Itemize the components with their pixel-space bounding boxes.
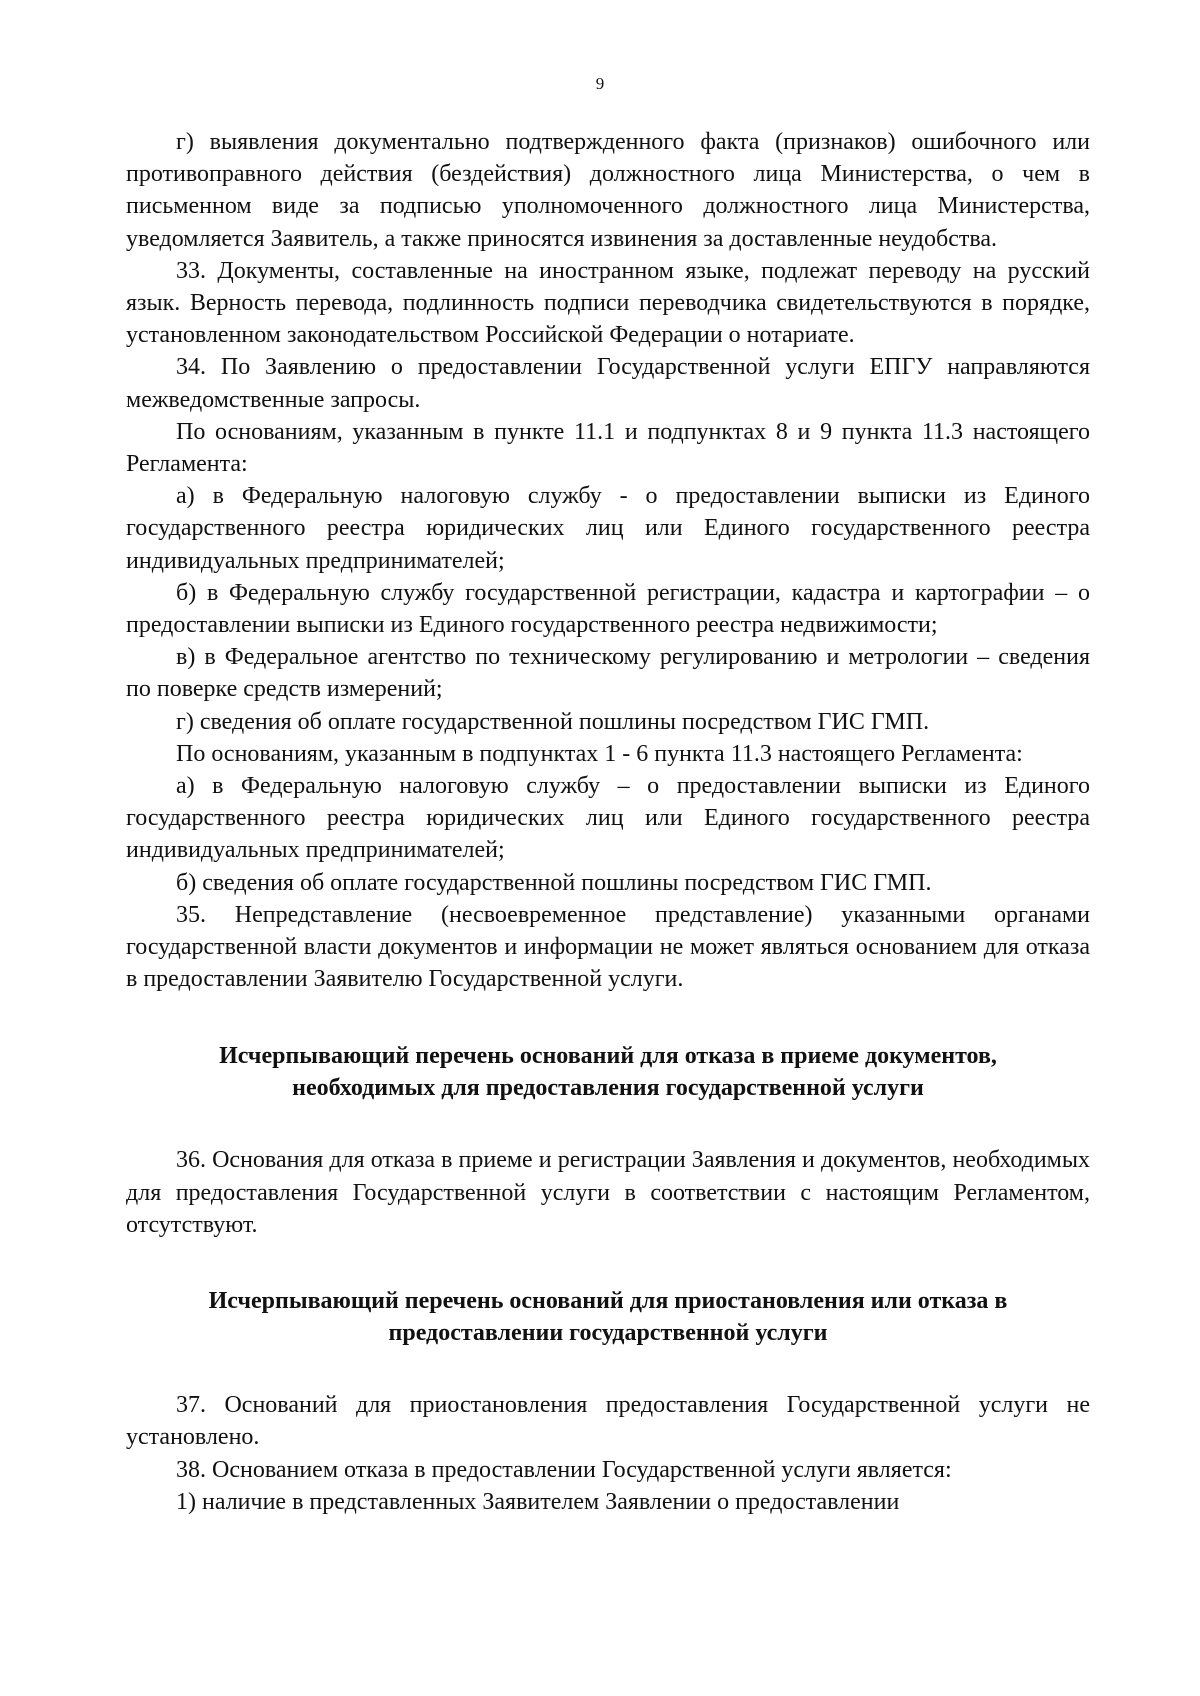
paragraph-34-item-a: а) в Федеральную налоговую службу - о предоставлении выписки из Единого государственного реестра юридических лиц или Единого государственного реестра индивидуальных предпринимателей; — [126, 483, 1090, 574]
paragraph-37: 37. Оснований для приостановления предоставления Государственной услуги не установлено. — [126, 1392, 1090, 1451]
paragraph-34: 34. По Заявлению о предоставлении Государственной услуги ЕПГУ направляются межведомственные запросы. — [126, 354, 1090, 413]
section-heading-suspension-refusal: Исчерпывающий перечень оснований для приостановления или отказа в предоставлении государственной услуги — [208, 1288, 1008, 1347]
paragraph-34-item-b: б) в Федеральную службу государственной регистрации, кадастра и картографии – о предоставлении выписки из Единого государственного реестра недвижимости; — [126, 579, 1090, 639]
paragraph-33: 33. Документы, составленные на иностранном языке, подлежат переводу на русский язык. Верность перевода, подлинность подписи переводчика свидетельствуются в порядке, установленном законодательством Российской Федерации о нотариате. — [126, 257, 1090, 349]
paragraph-34-item-g: г) сведения об оплате государственной пошлины посредством ГИС ГМП. — [176, 708, 930, 735]
document-body — [126, 126, 1090, 1518]
paragraph-34-basis-2-item-a: а) в Федеральную налоговую службу – о предоставлении выписки из Единого государственного реестра юридических лиц или Единого государственного реестра индивидуальных предпринимателей; — [126, 773, 1090, 864]
section-heading-refusal-acceptance: Исчерпывающий перечень оснований для отказа в приеме документов, необходимых для предоставления государственной услуги — [219, 1043, 997, 1102]
paragraph-32g: г) выявления документально подтвержденного факта (признаков) ошибочного или противоправного действия (бездействия) должностного лица Министерства, о чем в письменном виде за подписью уполномоченного должностного лица Министерства, уведомляется Заявитель, а также приносятся извинения за доставленные неудобства. — [126, 129, 1090, 252]
paragraph-34-basis-2: По основаниям, указанным в подпунктах 1 - 6 пункта 11.3 настоящего Регламента: — [176, 740, 1023, 767]
paragraph-34-basis-1: По основаниям, указанным в пункте 11.1 и подпунктах 8 и 9 пункта 11.3 настоящего Регламента: — [126, 418, 1090, 478]
paragraph-38-item-1: 1) наличие в представленных Заявителем Заявлении о предоставлении — [176, 1488, 900, 1515]
paragraph-35: 35. Непредставление (несвоевременное представление) указанными органами государственной власти документов и информации не может являться основанием для отказа в предоставлении Заявителю Государственной услуги. — [126, 901, 1090, 993]
paragraph-34-basis-2-item-b: б) сведения об оплате государственной пошлины посредством ГИС ГМП. — [176, 869, 932, 896]
paragraph-38: 38. Основанием отказа в предоставлении Государственной услуги является: — [176, 1456, 952, 1483]
paragraph-34-item-v: в) в Федеральное агентство по техническому регулированию и метрологии – сведения по поверке средств измерений; — [126, 644, 1090, 703]
page-number: 9 — [595, 74, 605, 93]
paragraph-36: 36. Основания для отказа в приеме и регистрации Заявления и документов, необходимых для предоставления Государственной услуги в соответствии с настоящим Регламентом, отсутствуют. — [126, 1147, 1090, 1238]
